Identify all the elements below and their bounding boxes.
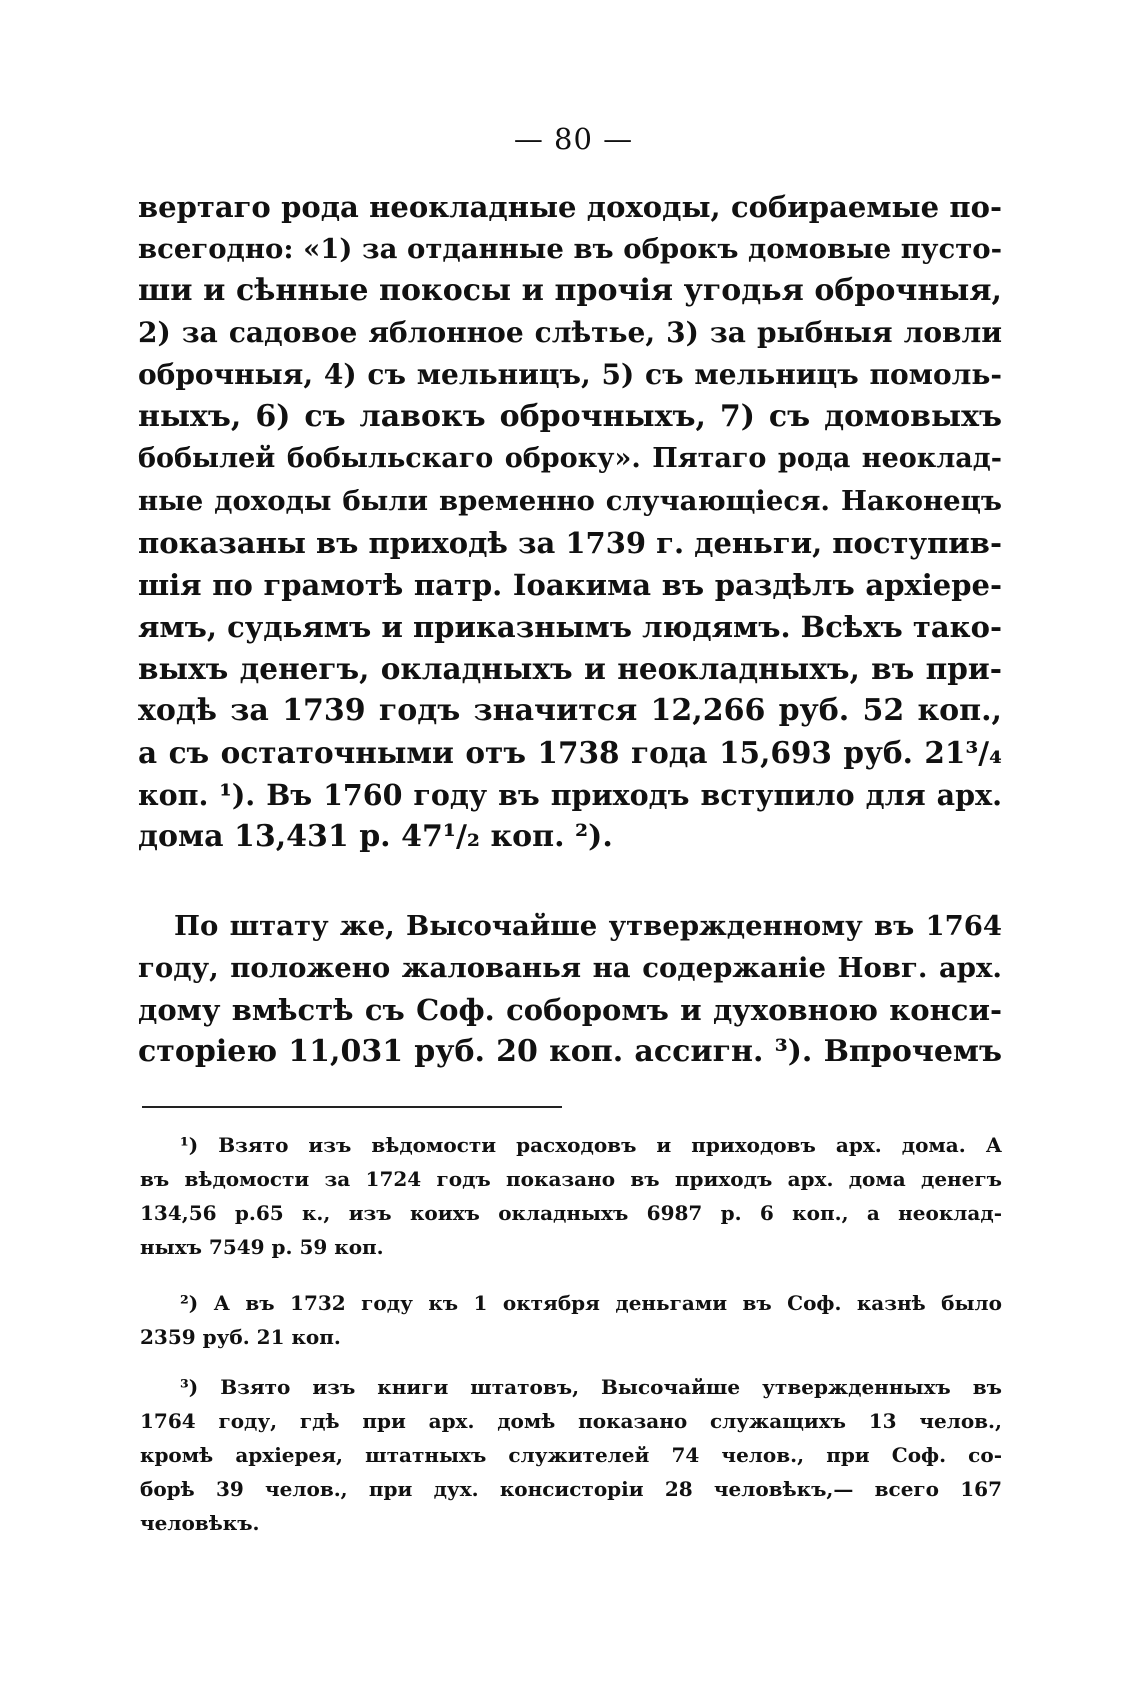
text-line: ходѣ за 1739 годъ значится 12,266 руб. 52 коп., [138, 693, 1002, 728]
page-number: — 80 — [513, 122, 634, 156]
text-line: ши и сѣнные покосы и прочія угодья оброчныя, [138, 273, 1002, 308]
footnote-line: ³) Взято изъ книги штатовъ, Высочайше утвержденныхъ въ [180, 1375, 1002, 1399]
text-line: вертаго рода неокладные доходы, собираемые по- [138, 190, 1002, 224]
footnote-line: въ вѣдомости за 1724 годъ показано въ приходъ арх. дома денегъ [140, 1167, 1002, 1191]
footnote-line: 2359 руб. 21 коп. [140, 1325, 341, 1349]
paragraph-1 [138, 186, 1002, 858]
text-line: году, положено жалованья на содержаніе Новг. арх. [138, 952, 1002, 984]
text-line: показаны въ приходѣ за 1739 г. деньги, поступив- [138, 526, 1002, 560]
text-line: дома 13,431 р. 47¹/₂ коп. ²). [138, 819, 613, 854]
footnote-3 [140, 1370, 1002, 1540]
footnote-divider [142, 1106, 562, 1108]
footnote-line: борѣ 39 челов., при дух. консисторіи 28 человѣкъ,— всего 167 [140, 1477, 1002, 1501]
text-line: дому вмѣстѣ съ Соф. соборомъ и духовною конси- [138, 993, 1002, 1027]
text-line: бобылей бобыльскаго оброку». Пятаго рода неоклад- [138, 443, 1002, 474]
footnote-line: 1764 году, гдѣ при арх. домѣ показано служащихъ 13 челов., [140, 1409, 1002, 1433]
text-line: коп. ¹). Въ 1760 году въ приходъ вступило для арх. [138, 778, 1002, 812]
text-line: По штату же, Высочайше утвержденному въ 1764 [174, 910, 1002, 942]
footnote-line: 134,56 р.65 к., изъ коихъ окладныхъ 6987 р. 6 коп., а неоклад- [140, 1201, 1002, 1225]
text-line: а съ остаточными отъ 1738 года 15,693 руб. 21³/₄ [138, 735, 1002, 770]
footnote-line: ныхъ 7549 р. 59 коп. [140, 1235, 384, 1259]
text-line: выхъ денегъ, окладныхъ и неокладныхъ, въ при- [138, 651, 1002, 686]
footnote-2 [140, 1286, 1002, 1354]
text-line: ные доходы были временно случающіеся. Наконецъ [138, 485, 1002, 517]
footnote-line: ¹) Взято изъ вѣдомости расходовъ и приходовъ арх. дома. А [180, 1133, 1002, 1157]
text-line: сторіею 11,031 руб. 20 коп. ассигн. ³). Впрочемъ [138, 1034, 1002, 1069]
footnote-line: человѣкъ. [140, 1511, 260, 1535]
text-line: оброчныя, 4) съ мельницъ, 5) съ мельницъ помоль- [138, 358, 1002, 391]
text-line: 2) за садовое яблонное слѣтье, 3) за рыбныя ловли [138, 316, 1002, 349]
footnote-line: ²) А въ 1732 году къ 1 октября деньгами въ Соф. казнѣ было [180, 1291, 1002, 1315]
text-line: всегодно: «1) за отданные въ оброкъ домовые пусто- [138, 233, 1002, 265]
paragraph-2 [138, 905, 1002, 1073]
footnote-1 [140, 1128, 1002, 1264]
text-line: ныхъ, 6) съ лавокъ оброчныхъ, 7) съ домовыхъ [138, 399, 1002, 434]
text-line: ямъ, судьямъ и приказнымъ людямъ. Всѣхъ тако- [138, 610, 1002, 644]
text-line: шія по грамотѣ патр. Іоакима въ раздѣлъ архіере- [138, 568, 1002, 602]
footnote-line: кромѣ архіерея, штатныхъ служителей 74 челов., при Соф. со- [140, 1443, 1002, 1467]
